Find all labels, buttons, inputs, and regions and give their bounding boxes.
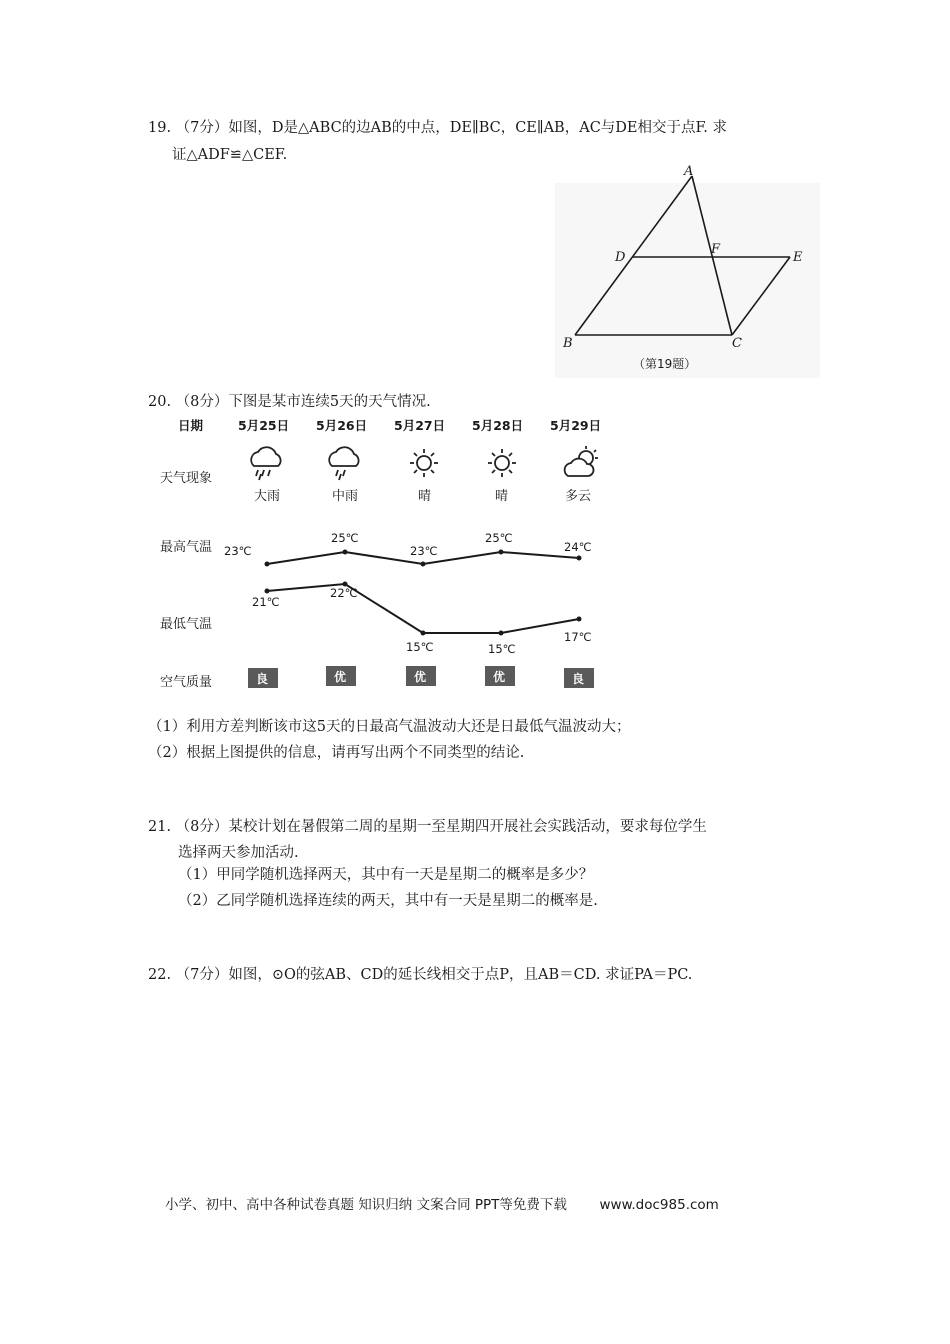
low-temp-line [267, 584, 579, 633]
label-A: A [684, 164, 694, 179]
weather-0: 大雨 [254, 489, 281, 504]
q21-sub1: （1）甲同学随机选择两天，其中有一天是星期二的概率是多少？ [178, 867, 594, 883]
figure-caption: （第19题） [633, 357, 697, 371]
low-temp-point-3 [499, 631, 504, 636]
q21-line1: 21. （8分）某校计划在暑假第二周的星期一至星期四开展社会实践活动，要求每位学生 [148, 819, 707, 835]
low-label-4: 17℃ [564, 630, 592, 644]
high-temp-point-1 [343, 550, 348, 555]
air-label-0: 良 [256, 672, 269, 686]
low-label-2: 15℃ [406, 640, 434, 654]
row-label-high: 最高气温 [160, 540, 213, 555]
heavy-rain-icon [251, 447, 280, 480]
label-F: F [711, 242, 721, 257]
sunny-icon [488, 449, 516, 477]
q19-line1: 19. （7分）如图，D是△ABC的边AB的中点，DE∥BC，CE∥AB，AC与DE相交于点F. 求 [148, 120, 728, 136]
weather-2: 晴 [418, 489, 432, 504]
footer [165, 1193, 719, 1213]
label-B: B [563, 336, 573, 351]
high-label-1: 25℃ [331, 531, 359, 545]
high-label-4: 24℃ [564, 540, 592, 554]
label-D: D [615, 250, 626, 265]
high-label-3: 25℃ [485, 531, 513, 545]
footer-text: 小学、初中、高中各种试卷真题 知识归纳 文案合同 PPT等免费下载 [165, 1197, 567, 1213]
date-4: 5月29日 [550, 418, 602, 433]
air-label-3: 优 [493, 670, 506, 684]
weather-3: 晴 [495, 489, 509, 504]
q19-line2: 证△ADF≌△CEF. [172, 147, 288, 163]
cloudy-icon [565, 446, 598, 476]
row-label-low: 最低气温 [160, 617, 213, 632]
weather-table-figure [140, 408, 620, 698]
row-label-weather: 天气现象 [160, 471, 213, 486]
date-3: 5月28日 [472, 418, 524, 433]
q20-sub1: （1）利用方差判断该市这5天的日最高气温波动大还是日最低气温波动大； [148, 719, 631, 735]
high-temp-point-2 [421, 562, 426, 567]
air-label-2: 优 [414, 670, 427, 684]
q19-triangle-figure [555, 163, 820, 378]
q20-sub2: （2）根据上图提供的信息，请再写出两个不同类型的结论. [148, 745, 525, 761]
low-label-3: 15℃ [488, 642, 516, 656]
high-label-0: 23℃ [224, 544, 252, 558]
date-1: 5月26日 [316, 418, 368, 433]
low-temp-point-2 [421, 631, 426, 636]
low-temp-point-4 [577, 617, 582, 622]
air-label-1: 优 [334, 670, 347, 684]
sunny-icon [410, 449, 438, 477]
high-label-2: 23℃ [410, 544, 438, 558]
footer-url[interactable]: www.doc985.com [599, 1197, 719, 1213]
moderate-rain-icon [329, 447, 358, 480]
air-label-4: 良 [572, 672, 585, 686]
low-label-1: 22℃ [330, 586, 358, 600]
high-temp-point-0 [265, 562, 270, 567]
date-2: 5月27日 [394, 418, 446, 433]
label-E: E [793, 250, 803, 265]
q22-line1: 22. （7分）如图，⊙O的弦AB、CD的延长线相交于点P，且AB＝CD. 求证PA＝PC. [148, 967, 693, 983]
weather-4: 多云 [565, 489, 592, 504]
q21-sub2: （2）乙同学随机选择连续的两天，其中有一天是星期二的概率是. [178, 893, 598, 909]
q21-line2: 选择两天参加活动. [178, 845, 299, 861]
low-label-0: 21℃ [252, 595, 280, 609]
date-0: 5月25日 [238, 418, 290, 433]
label-C: C [732, 336, 742, 351]
row-label-date: 日期 [178, 418, 204, 433]
row-label-air: 空气质量 [160, 675, 213, 690]
high-temp-point-4 [577, 556, 582, 561]
weather-1: 中雨 [332, 489, 359, 504]
figure-scan-background [555, 183, 820, 378]
low-temp-point-0 [265, 589, 270, 594]
q20-line1: 20. （8分）下图是某市连续5天的天气情况. [148, 394, 431, 410]
high-temp-point-3 [499, 550, 504, 555]
